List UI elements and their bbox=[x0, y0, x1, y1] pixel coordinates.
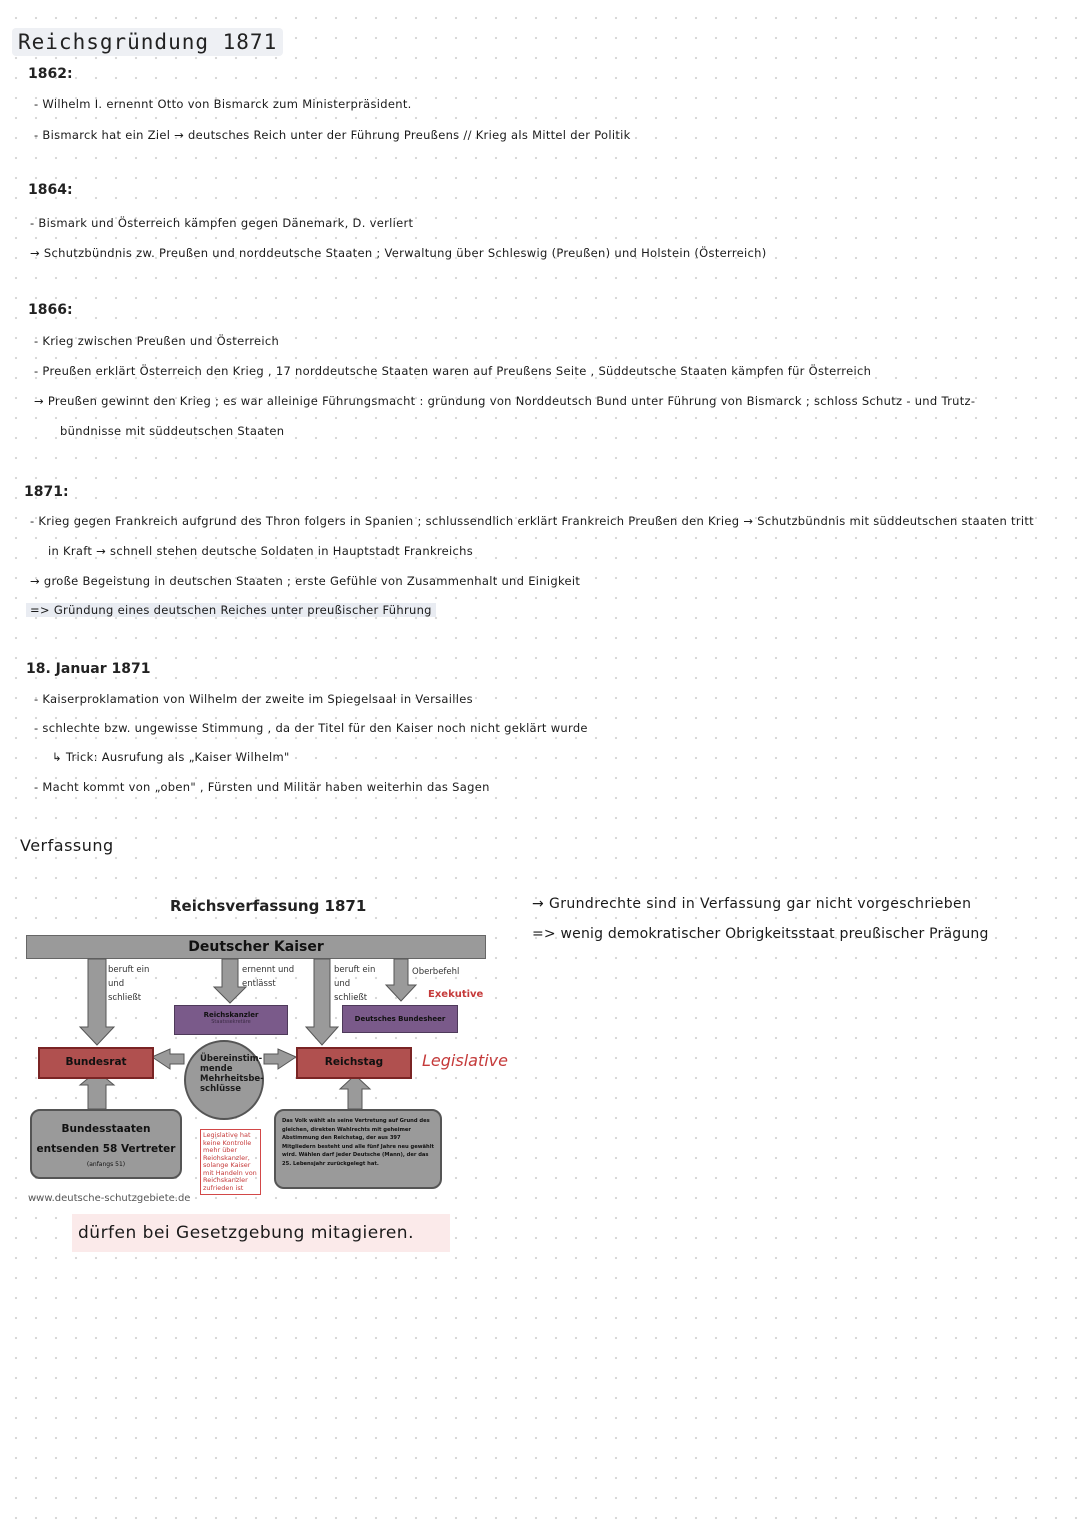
line-1871-2: in Kraft → schnell stehen deutsche Soldaten in Hauptstadt Frankreichs bbox=[48, 544, 474, 558]
box-reichskanzler bbox=[174, 1005, 288, 1035]
line-1866-2: - Preußen erklärt Österreich den Krieg , 17 norddeutsche Staaten waren auf Preußens Seite , Süddeutsche Staaten kämpfen für Österreich bbox=[34, 364, 872, 378]
kaiser-bar: Deutscher Kaiser bbox=[26, 935, 486, 959]
year-18-januar-1871: 18. Januar 1871 bbox=[26, 661, 151, 677]
label-exekutive: Exekutive bbox=[428, 989, 484, 1000]
verfassung-heading: Verfassung bbox=[20, 836, 114, 855]
line-1871-3: → große Begeistung in deutschen Staaten ; erste Gefühle von Zusammenhalt und Einigkeit bbox=[30, 574, 581, 588]
arrow-circle-right bbox=[264, 1049, 296, 1069]
circle-mehrheitsbeschluesse: Übereinstim-mende Mehrheitsbe-schlüsse bbox=[184, 1040, 264, 1120]
box-bundesrat: Bundesrat bbox=[38, 1047, 154, 1079]
label-beruft-1: beruft ein und schließt bbox=[108, 965, 150, 1003]
label-legislative: Legislative bbox=[422, 1051, 508, 1070]
line-1862-2: - Bismarck hat ein Ziel → deutsches Reich unter der Führung Preußens // Krieg als Mittel der Politik bbox=[34, 128, 631, 142]
line-januar-1: - Kaiserproklamation von Wilhelm der zweite im Spiegelsaal in Versailles bbox=[34, 692, 473, 706]
label-beruft-2: beruft ein und schließt bbox=[334, 965, 376, 1003]
year-1864: 1864: bbox=[28, 182, 73, 198]
label-ernennt: ernennt und entlässt bbox=[242, 965, 295, 989]
arrow-volk-up bbox=[340, 1075, 370, 1109]
right-note-2: => wenig demokratischer Obrigkeitsstaat preußischer Prägung bbox=[532, 926, 989, 942]
anfangs-text: (anfangs 51) bbox=[86, 1161, 126, 1168]
line-1862-1: - Wilhelm I. ernennt Otto von Bismarck zum Ministerpräsident. bbox=[34, 97, 412, 111]
line-januar-2: - schlechte bzw. ungewisse Stimmung , da der Titel für den Kaiser noch nicht geklärt wurde bbox=[34, 721, 588, 735]
vertreter-text: entsenden 58 Vertreter bbox=[36, 1143, 176, 1155]
year-1871: 1871: bbox=[24, 484, 69, 500]
box-bundesheer: Deutsches Bundesheer bbox=[342, 1005, 458, 1033]
year-1862: 1862: bbox=[28, 66, 73, 82]
diagram-title: Reichsverfassung 1871 bbox=[170, 897, 367, 915]
right-note-1: → Grundrechte sind in Verfassung gar nicht vorgeschrieben bbox=[532, 896, 972, 912]
volk-text: Das Volk wählt als seine Vertretung auf Grund des gleichen, direkten Wahlrechts mit geheimer Abstimmung den Reichstag, der aus 397 Mitgliedern besteht und alle fünf Jahre neu gewählt wird. Wählen darf jeder Deutsche (Mann), der das 25. Lebensjahr zurückgelegt hat. bbox=[282, 1118, 434, 1167]
staatssekretaere-text: Staatssekretäre bbox=[211, 1019, 251, 1025]
box-bundesstaaten bbox=[30, 1109, 182, 1179]
box-volk bbox=[274, 1109, 442, 1189]
line-1866-4: bündnisse mit süddeutschen Staaten bbox=[60, 424, 285, 438]
line-1871-1: - Krieg gegen Frankreich aufgrund des Thron folgers in Spanien ; schlussendlich erklärt Frankreich Preußen den Krieg → Schutzbündnis mit süddeutschen staaten tritt bbox=[30, 514, 1034, 528]
line-januar-3: ↳ Trick: Ausrufung als „Kaiser Wilhelm" bbox=[52, 750, 290, 764]
line-1864-1: - Bismark und Österreich kämpfen gegen Dänemark, D. verliert bbox=[30, 216, 414, 230]
reichskanzler-text: Reichskanzler bbox=[203, 1011, 259, 1019]
line-1864-2: → Schutzbündnis zw. Preußen und norddeutsche Staaten ; Verwaltung über Schleswig (Preußen) und Holstein (Österreich) bbox=[30, 246, 767, 260]
bundesstaaten-text: Bundesstaaten bbox=[61, 1123, 151, 1135]
box-reichstag: Reichstag bbox=[296, 1047, 412, 1079]
line-1866-3: → Preußen gewinnt den Krieg ; es war alleinige Führungsmacht : gründung von Norddeutsch Bund unter Führung von Bismarck ; schloss Schutz - und Trutz- bbox=[34, 394, 976, 408]
line-1871-4: => Gründung eines deutschen Reiches unter preußischer Führung bbox=[26, 603, 436, 617]
arrow-circle-left bbox=[152, 1049, 184, 1069]
note-legislative: Legislative hat keine Kontrolle mehr über Reichskanzler, solange Kaiser mit Handeln von Reichskanzler zufrieden ist bbox=[200, 1129, 261, 1195]
line-1866-1: - Krieg zwischen Preußen und Österreich bbox=[34, 334, 280, 348]
source-text: www.deutsche-schutzgebiete.de bbox=[28, 1193, 191, 1204]
page-title: Reichsgründung 1871 bbox=[12, 28, 283, 56]
handwritten-note: dürfen bei Gesetzgebung mitagieren. bbox=[72, 1214, 450, 1252]
year-1866: 1866: bbox=[28, 302, 73, 318]
label-oberbefehl: Oberbefehl bbox=[412, 967, 460, 977]
reichsverfassung-diagram bbox=[20, 885, 508, 1215]
line-januar-4: - Macht kommt von „oben" , Fürsten und Militär haben weiterhin das Sagen bbox=[34, 780, 490, 794]
